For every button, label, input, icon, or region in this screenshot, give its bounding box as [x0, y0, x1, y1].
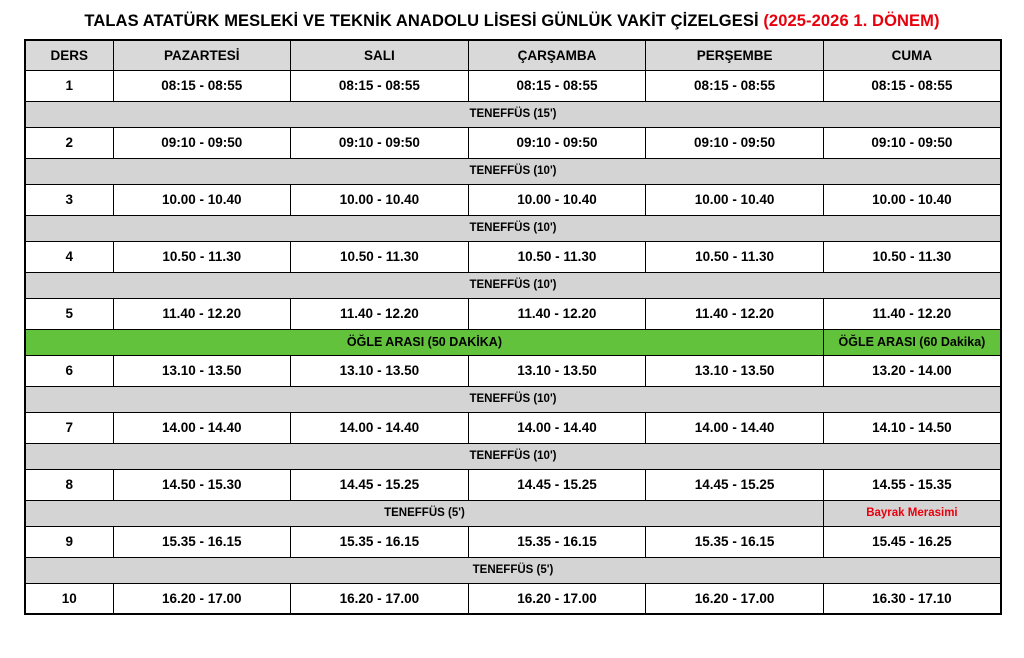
lesson-time-sali: 16.20 - 17.00	[291, 583, 469, 614]
page-title-main: TALAS ATATÜRK MESLEKİ VE TEKNİK ANADOLU LİSESİ GÜNLÜK VAKİT ÇİZELGESİ	[84, 12, 764, 30]
lesson-time-cuma: 08:15 - 08:55	[823, 70, 1001, 101]
lesson-number: 2	[25, 127, 113, 158]
table-row	[25, 158, 1001, 184]
table-row	[25, 184, 1001, 215]
break-label: TENEFFÜS (10')	[25, 272, 1001, 298]
table-row	[25, 386, 1001, 412]
table-row	[25, 412, 1001, 443]
lesson-time-sali: 09:10 - 09:50	[291, 127, 469, 158]
lesson-time-sali: 14.45 - 15.25	[291, 469, 469, 500]
column-header-ders: DERS	[25, 40, 113, 70]
lesson-time-carsamba: 09:10 - 09:50	[468, 127, 646, 158]
lesson-time-carsamba: 13.10 - 13.50	[468, 355, 646, 386]
lesson-time-persembe: 16.20 - 17.00	[646, 583, 824, 614]
schedule-table	[24, 39, 1002, 615]
lesson-number: 3	[25, 184, 113, 215]
lesson-time-sali: 15.35 - 16.15	[291, 526, 469, 557]
column-header-sali: SALI	[291, 40, 469, 70]
lesson-time-sali: 10.50 - 11.30	[291, 241, 469, 272]
lesson-time-persembe: 09:10 - 09:50	[646, 127, 824, 158]
lunch-label-cuma: ÖĞLE ARASI (60 Dakika)	[823, 329, 1001, 355]
table-row	[25, 298, 1001, 329]
table-row	[25, 241, 1001, 272]
lesson-time-sali: 13.10 - 13.50	[291, 355, 469, 386]
table-row	[25, 272, 1001, 298]
break-label: TENEFFÜS (15')	[25, 101, 1001, 127]
column-header-pazartesi: PAZARTESİ	[113, 40, 291, 70]
table-row	[25, 215, 1001, 241]
lesson-time-persembe: 14.00 - 14.40	[646, 412, 824, 443]
lesson-time-pazartesi: 14.50 - 15.30	[113, 469, 291, 500]
break-label: TENEFFÜS (10')	[25, 443, 1001, 469]
page-title	[24, 12, 1000, 31]
lesson-number: 4	[25, 241, 113, 272]
lesson-time-persembe: 13.10 - 13.50	[646, 355, 824, 386]
break-label: TENEFFÜS (5')	[25, 557, 1001, 583]
lesson-time-cuma: 14.10 - 14.50	[823, 412, 1001, 443]
lesson-time-pazartesi: 15.35 - 16.15	[113, 526, 291, 557]
lunch-label-weekday: ÖĞLE ARASI (50 DAKİKA)	[25, 329, 823, 355]
lesson-time-cuma: 15.45 - 16.25	[823, 526, 1001, 557]
column-header-persembe: PERŞEMBE	[646, 40, 824, 70]
page-title-term: (2025-2026 1. DÖNEM)	[763, 12, 940, 30]
lesson-time-persembe: 10.50 - 11.30	[646, 241, 824, 272]
lesson-time-cuma: 16.30 - 17.10	[823, 583, 1001, 614]
break-label: TENEFFÜS (5')	[25, 500, 823, 526]
lesson-number: 10	[25, 583, 113, 614]
lesson-time-sali: 08:15 - 08:55	[291, 70, 469, 101]
lesson-time-cuma: 13.20 - 14.00	[823, 355, 1001, 386]
lesson-time-pazartesi: 10.00 - 10.40	[113, 184, 291, 215]
lesson-time-pazartesi: 10.50 - 11.30	[113, 241, 291, 272]
lesson-number: 1	[25, 70, 113, 101]
lesson-time-pazartesi: 13.10 - 13.50	[113, 355, 291, 386]
table-body	[25, 70, 1001, 614]
break-label: TENEFFÜS (10')	[25, 215, 1001, 241]
lesson-time-pazartesi: 16.20 - 17.00	[113, 583, 291, 614]
lesson-time-carsamba: 10.50 - 11.30	[468, 241, 646, 272]
lesson-time-persembe: 08:15 - 08:55	[646, 70, 824, 101]
lesson-number: 9	[25, 526, 113, 557]
lesson-time-cuma: 14.55 - 15.35	[823, 469, 1001, 500]
lesson-time-sali: 10.00 - 10.40	[291, 184, 469, 215]
break-label: TENEFFÜS (10')	[25, 386, 1001, 412]
flag-ceremony-label: Bayrak Merasimi	[823, 500, 1001, 526]
column-header-carsamba: ÇARŞAMBA	[468, 40, 646, 70]
column-header-cuma: CUMA	[823, 40, 1001, 70]
lesson-number: 6	[25, 355, 113, 386]
lesson-time-cuma: 11.40 - 12.20	[823, 298, 1001, 329]
lesson-number: 7	[25, 412, 113, 443]
lesson-time-carsamba: 11.40 - 12.20	[468, 298, 646, 329]
lesson-time-pazartesi: 09:10 - 09:50	[113, 127, 291, 158]
lesson-time-carsamba: 10.00 - 10.40	[468, 184, 646, 215]
lesson-time-sali: 11.40 - 12.20	[291, 298, 469, 329]
lesson-time-pazartesi: 14.00 - 14.40	[113, 412, 291, 443]
lesson-time-sali: 14.00 - 14.40	[291, 412, 469, 443]
lesson-time-pazartesi: 08:15 - 08:55	[113, 70, 291, 101]
lesson-time-persembe: 14.45 - 15.25	[646, 469, 824, 500]
break-label: TENEFFÜS (10')	[25, 158, 1001, 184]
table-row	[25, 101, 1001, 127]
lesson-number: 8	[25, 469, 113, 500]
table-row	[25, 443, 1001, 469]
table-row	[25, 70, 1001, 101]
lesson-time-carsamba: 16.20 - 17.00	[468, 583, 646, 614]
table-row	[25, 469, 1001, 500]
lesson-time-persembe: 10.00 - 10.40	[646, 184, 824, 215]
header-row	[25, 40, 1001, 70]
lesson-time-persembe: 15.35 - 16.15	[646, 526, 824, 557]
lesson-time-carsamba: 15.35 - 16.15	[468, 526, 646, 557]
lesson-time-pazartesi: 11.40 - 12.20	[113, 298, 291, 329]
table-row	[25, 127, 1001, 158]
table-row	[25, 526, 1001, 557]
lesson-time-cuma: 10.50 - 11.30	[823, 241, 1001, 272]
table-row	[25, 583, 1001, 614]
table-row	[25, 500, 1001, 526]
lesson-time-carsamba: 08:15 - 08:55	[468, 70, 646, 101]
table-row	[25, 557, 1001, 583]
lesson-time-carsamba: 14.45 - 15.25	[468, 469, 646, 500]
lesson-time-persembe: 11.40 - 12.20	[646, 298, 824, 329]
table-row	[25, 355, 1001, 386]
lesson-time-carsamba: 14.00 - 14.40	[468, 412, 646, 443]
lesson-time-cuma: 10.00 - 10.40	[823, 184, 1001, 215]
lesson-number: 5	[25, 298, 113, 329]
table-row	[25, 329, 1001, 355]
lesson-time-cuma: 09:10 - 09:50	[823, 127, 1001, 158]
table-header	[25, 40, 1001, 70]
